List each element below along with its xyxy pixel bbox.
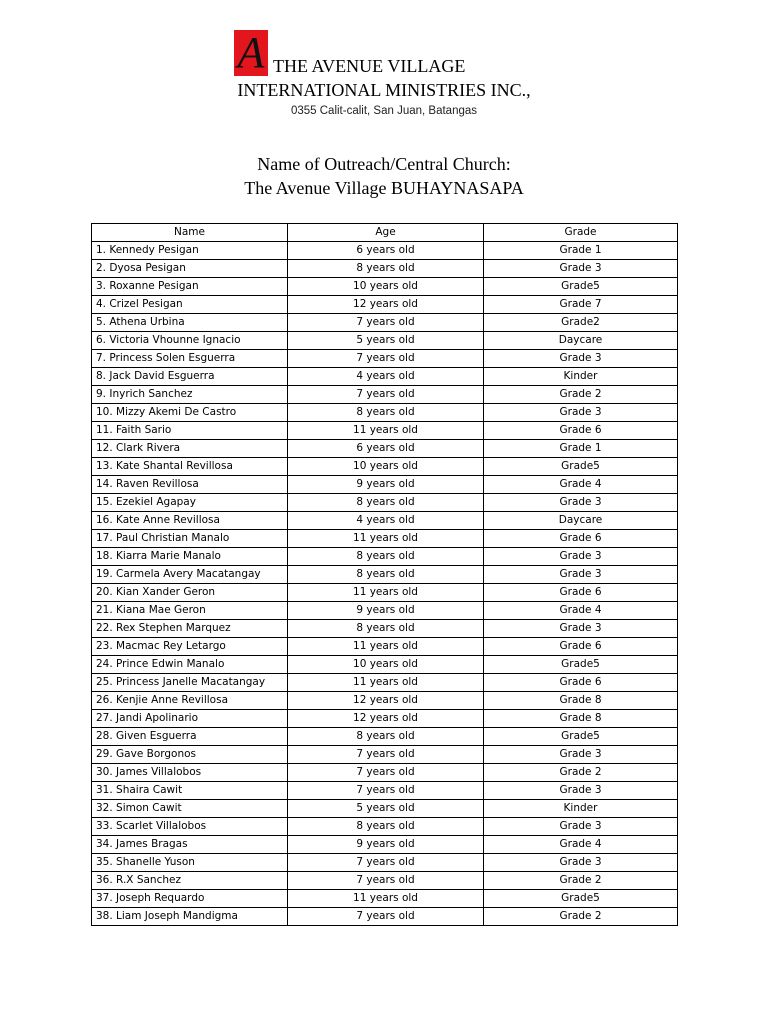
cell-name: 22. Rex Stephen Marquez xyxy=(92,620,288,638)
cell-grade: Kinder xyxy=(484,368,678,386)
cell-age: 8 years old xyxy=(288,404,484,422)
cell-name: 17. Paul Christian Manalo xyxy=(92,530,288,548)
cell-name: 2. Dyosa Pesigan xyxy=(92,260,288,278)
table-row xyxy=(92,656,678,674)
table-row xyxy=(92,440,678,458)
table-row xyxy=(92,818,678,836)
cell-age: 7 years old xyxy=(288,350,484,368)
cell-name: 8. Jack David Esguerra xyxy=(92,368,288,386)
table-row xyxy=(92,260,678,278)
table-row xyxy=(92,422,678,440)
cell-grade: Grade 2 xyxy=(484,872,678,890)
cell-grade: Kinder xyxy=(484,800,678,818)
table-row xyxy=(92,638,678,656)
table-row xyxy=(92,746,678,764)
cell-name: 23. Macmac Rey Letargo xyxy=(92,638,288,656)
cell-age: 8 years old xyxy=(288,728,484,746)
cell-grade: Grade 3 xyxy=(484,548,678,566)
children-roster-table xyxy=(91,223,678,926)
cell-name: 37. Joseph Requardo xyxy=(92,890,288,908)
cell-age: 7 years old xyxy=(288,746,484,764)
column-header-name: Name xyxy=(92,224,288,242)
table-row xyxy=(92,854,678,872)
cell-grade: Grade 4 xyxy=(484,476,678,494)
cell-name: 16. Kate Anne Revillosa xyxy=(92,512,288,530)
table-header-row xyxy=(92,224,678,242)
table-row xyxy=(92,314,678,332)
table-row xyxy=(92,800,678,818)
column-header-grade: Grade xyxy=(484,224,678,242)
logo-letter: A xyxy=(237,28,265,77)
cell-age: 12 years old xyxy=(288,710,484,728)
cell-name: 33. Scarlet Villalobos xyxy=(92,818,288,836)
cell-grade: Grade 6 xyxy=(484,584,678,602)
cell-name: 5. Athena Urbina xyxy=(92,314,288,332)
cell-age: 12 years old xyxy=(288,692,484,710)
cell-age: 10 years old xyxy=(288,278,484,296)
cell-name: 30. James Villalobos xyxy=(92,764,288,782)
cell-grade: Grade 3 xyxy=(484,782,678,800)
cell-grade: Grade 3 xyxy=(484,620,678,638)
cell-age: 8 years old xyxy=(288,818,484,836)
cell-grade: Grade 2 xyxy=(484,386,678,404)
cell-age: 11 years old xyxy=(288,890,484,908)
cell-grade: Grade 7 xyxy=(484,296,678,314)
table-row xyxy=(92,584,678,602)
cell-name: 36. R.X Sanchez xyxy=(92,872,288,890)
table-body xyxy=(92,242,678,926)
organization-address: 0355 Calit-calit, San Juan, Batangas xyxy=(290,105,478,117)
cell-age: 11 years old xyxy=(288,422,484,440)
cell-grade: Grade5 xyxy=(484,656,678,674)
cell-age: 9 years old xyxy=(288,476,484,494)
table-row xyxy=(92,620,678,638)
cell-age: 11 years old xyxy=(288,674,484,692)
table-row xyxy=(92,872,678,890)
cell-name: 35. Shanelle Yuson xyxy=(92,854,288,872)
cell-age: 10 years old xyxy=(288,656,484,674)
cell-grade: Grade5 xyxy=(484,278,678,296)
cell-grade: Grade 8 xyxy=(484,710,678,728)
table-row xyxy=(92,890,678,908)
table-row xyxy=(92,710,678,728)
cell-name: 38. Liam Joseph Mandigma xyxy=(92,908,288,926)
table-row xyxy=(92,404,678,422)
cell-grade: Grade 1 xyxy=(484,440,678,458)
cell-grade: Grade 6 xyxy=(484,530,678,548)
table-row xyxy=(92,332,678,350)
cell-age: 11 years old xyxy=(288,530,484,548)
cell-age: 11 years old xyxy=(288,584,484,602)
cell-age: 8 years old xyxy=(288,566,484,584)
cell-grade: Grade 4 xyxy=(484,836,678,854)
table-row xyxy=(92,242,678,260)
cell-grade: Grade 3 xyxy=(484,260,678,278)
cell-age: 7 years old xyxy=(288,782,484,800)
table-row xyxy=(92,476,678,494)
table-row xyxy=(92,512,678,530)
cell-grade: Grade2 xyxy=(484,314,678,332)
cell-age: 7 years old xyxy=(288,314,484,332)
cell-age: 4 years old xyxy=(288,512,484,530)
cell-age: 6 years old xyxy=(288,440,484,458)
cell-name: 12. Clark Rivera xyxy=(92,440,288,458)
cell-age: 8 years old xyxy=(288,494,484,512)
table-row xyxy=(92,836,678,854)
table-row xyxy=(92,908,678,926)
cell-grade: Grade 4 xyxy=(484,602,678,620)
cell-grade: Grade 6 xyxy=(484,422,678,440)
table-row xyxy=(92,296,678,314)
outreach-label: Name of Outreach/Central Church: xyxy=(257,154,511,174)
cell-age: 6 years old xyxy=(288,242,484,260)
cell-age: 7 years old xyxy=(288,764,484,782)
cell-name: 32. Simon Cawit xyxy=(92,800,288,818)
cell-grade: Grade 3 xyxy=(484,746,678,764)
cell-grade: Grade 2 xyxy=(484,908,678,926)
cell-name: 25. Princess Janelle Macatangay xyxy=(92,674,288,692)
cell-age: 7 years old xyxy=(288,854,484,872)
cell-name: 14. Raven Revillosa xyxy=(92,476,288,494)
cell-age: 8 years old xyxy=(288,548,484,566)
cell-name: 4. Crizel Pesigan xyxy=(92,296,288,314)
letterhead xyxy=(0,28,768,128)
cell-name: 3. Roxanne Pesigan xyxy=(92,278,288,296)
cell-age: 8 years old xyxy=(288,620,484,638)
column-header-age: Age xyxy=(288,224,484,242)
cell-grade: Grade5 xyxy=(484,890,678,908)
cell-grade: Grade5 xyxy=(484,728,678,746)
cell-name: 21. Kiana Mae Geron xyxy=(92,602,288,620)
cell-grade: Grade 6 xyxy=(484,638,678,656)
cell-grade: Grade 6 xyxy=(484,674,678,692)
organization-name-line2: INTERNATIONAL MINISTRIES INC., xyxy=(237,80,531,100)
table-row xyxy=(92,368,678,386)
cell-age: 12 years old xyxy=(288,296,484,314)
cell-grade: Grade 3 xyxy=(484,494,678,512)
cell-name: 10. Mizzy Akemi De Castro xyxy=(92,404,288,422)
cell-name: 1. Kennedy Pesigan xyxy=(92,242,288,260)
table-row xyxy=(92,494,678,512)
cell-age: 5 years old xyxy=(288,332,484,350)
cell-name: 15. Ezekiel Agapay xyxy=(92,494,288,512)
ministry-logo xyxy=(234,30,268,76)
cell-grade: Grade 3 xyxy=(484,818,678,836)
cell-grade: Grade 2 xyxy=(484,764,678,782)
cell-age: 4 years old xyxy=(288,368,484,386)
cell-grade: Grade 3 xyxy=(484,854,678,872)
cell-grade: Grade 8 xyxy=(484,692,678,710)
cell-grade: Grade 3 xyxy=(484,566,678,584)
cell-grade: Daycare xyxy=(484,512,678,530)
cell-name: 6. Victoria Vhounne Ignacio xyxy=(92,332,288,350)
table-row xyxy=(92,674,678,692)
table-row xyxy=(92,458,678,476)
outreach-heading xyxy=(0,152,768,200)
organization-name-line1: THE AVENUE VILLAGE xyxy=(273,56,466,76)
table-row xyxy=(92,602,678,620)
cell-age: 5 years old xyxy=(288,800,484,818)
table-row xyxy=(92,548,678,566)
table-row xyxy=(92,692,678,710)
cell-name: 34. James Bragas xyxy=(92,836,288,854)
cell-grade: Grade 1 xyxy=(484,242,678,260)
cell-age: 9 years old xyxy=(288,602,484,620)
cell-age: 11 years old xyxy=(288,638,484,656)
cell-name: 29. Gave Borgonos xyxy=(92,746,288,764)
cell-name: 19. Carmela Avery Macatangay xyxy=(92,566,288,584)
cell-name: 7. Princess Solen Esguerra xyxy=(92,350,288,368)
cell-name: 9. Inyrich Sanchez xyxy=(92,386,288,404)
outreach-church-name: The Avenue Village BUHAYNASAPA xyxy=(244,178,524,198)
cell-grade: Grade5 xyxy=(484,458,678,476)
cell-age: 7 years old xyxy=(288,386,484,404)
cell-name: 26. Kenjie Anne Revillosa xyxy=(92,692,288,710)
cell-age: 9 years old xyxy=(288,836,484,854)
cell-age: 10 years old xyxy=(288,458,484,476)
table-row xyxy=(92,728,678,746)
table-row xyxy=(92,566,678,584)
cell-name: 28. Given Esguerra xyxy=(92,728,288,746)
cell-grade: Grade 3 xyxy=(484,350,678,368)
table-row xyxy=(92,278,678,296)
table-row xyxy=(92,530,678,548)
cell-name: 18. Kiarra Marie Manalo xyxy=(92,548,288,566)
cell-name: 11. Faith Sario xyxy=(92,422,288,440)
cell-name: 24. Prince Edwin Manalo xyxy=(92,656,288,674)
table-row xyxy=(92,386,678,404)
cell-name: 13. Kate Shantal Revillosa xyxy=(92,458,288,476)
cell-name: 31. Shaira Cawit xyxy=(92,782,288,800)
table-row xyxy=(92,350,678,368)
cell-age: 7 years old xyxy=(288,908,484,926)
table-row xyxy=(92,764,678,782)
cell-grade: Daycare xyxy=(484,332,678,350)
cell-name: 20. Kian Xander Geron xyxy=(92,584,288,602)
cell-age: 7 years old xyxy=(288,872,484,890)
cell-grade: Grade 3 xyxy=(484,404,678,422)
table-row xyxy=(92,782,678,800)
cell-name: 27. Jandi Apolinario xyxy=(92,710,288,728)
cell-age: 8 years old xyxy=(288,260,484,278)
